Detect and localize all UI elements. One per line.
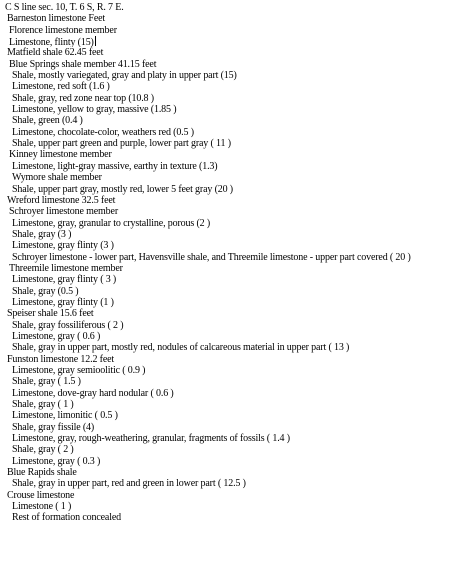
bed-line <box>5 252 457 263</box>
bed-line <box>5 93 457 104</box>
bed-line <box>5 365 457 376</box>
line-text: Florence limestone member <box>9 24 117 36</box>
line-text: Limestone, flinty (15) <box>9 37 94 48</box>
member-line <box>5 59 457 70</box>
bed-line <box>5 229 457 240</box>
line-text: Shale, gray, red zone near top (10.8 ) <box>12 92 154 104</box>
line-text: Shale, upper part gray, mostly red, lower 5 feet gray (20 ) <box>12 183 233 195</box>
section-heading: C S line sec. 10, T. 6 S, R. 7 E. <box>5 2 124 13</box>
line-text: Barneston limestone Feet <box>7 13 106 25</box>
line-text: Limestone, gray semioolitic ( 0.9 ) <box>12 365 146 376</box>
bed-line <box>5 331 457 342</box>
line-text: Shale, green (0.4 ) <box>12 115 83 127</box>
line-text: Schroyer limestone - lower part, Havensville shale, and Threemile limestone - upper part covered ( 20 ) <box>12 251 411 263</box>
bed-line <box>5 456 457 467</box>
line-text: Speiser shale 15.6 feet <box>7 308 94 320</box>
line-text: Blue Springs shale member 41.15 feet <box>9 58 157 70</box>
line-text: Shale, mostly variegated, gray and platy in upper part (15) <box>12 70 237 82</box>
bed-line <box>5 81 457 92</box>
member-line <box>5 36 457 47</box>
formation-line <box>5 490 457 501</box>
line-text: Limestone, yellow to gray, massive (1.85 ) <box>12 104 177 116</box>
bed-line <box>5 240 457 251</box>
bed-line <box>5 172 457 183</box>
line-text: Shale, gray (3 ) <box>12 228 72 240</box>
line-text: Limestone, red soft (1.6 ) <box>12 81 110 93</box>
line-text: Limestone, light-gray massive, earthy in texture (1.3) <box>12 160 218 172</box>
member-line <box>5 149 457 160</box>
formation-line <box>5 354 457 365</box>
line-text: Limestone ( 1 ) <box>12 501 72 513</box>
line-text: Shale, gray in upper part, red and green in lower part ( 12.5 ) <box>12 478 246 490</box>
line-text: Limestone, gray, granular to crystalline, porous (2 ) <box>12 217 211 229</box>
bed-line <box>5 478 457 489</box>
bed-line <box>5 320 457 331</box>
bed-line <box>5 115 457 126</box>
line-text: Shale, gray in upper part, mostly red, nodules of calcareous material in upper part ( 13 ) <box>12 342 350 354</box>
line-text: Shale, gray ( 2 ) <box>12 444 74 456</box>
line-text: Limestone, gray, rough-weathering, granular, fragments of fossils ( 1.4 ) <box>12 433 290 445</box>
bed-line <box>5 388 457 399</box>
stratigraphic-section-document <box>5 2 457 524</box>
line-text: Shale, gray ( 1.5 ) <box>12 376 81 388</box>
bed-line <box>5 444 457 455</box>
line-text: Crouse limestone <box>7 489 75 501</box>
formation-line <box>5 467 457 478</box>
bed-line <box>5 138 457 149</box>
line-text: Limestone, chocolate-color, weathers red (0.5 ) <box>12 126 194 138</box>
bed-line <box>5 433 457 444</box>
bed-line <box>5 297 457 308</box>
line-text: Shale, gray fissile (4) <box>12 421 95 433</box>
line-text: Limestone, dove-gray hard nodular ( 0.6 ) <box>12 387 174 399</box>
line-text: Limestone, gray ( 0.6 ) <box>12 330 101 342</box>
bed-line <box>5 399 457 410</box>
bed-line <box>5 274 457 285</box>
formation-line <box>5 308 457 319</box>
line-text: Threemile limestone member <box>9 262 123 274</box>
line-text: Limestone, gray flinty (3 ) <box>12 240 114 252</box>
member-line <box>5 25 457 36</box>
line-text: Blue Rapids shale <box>7 467 77 479</box>
bed-line <box>5 501 457 512</box>
bed-line <box>5 127 457 138</box>
line-text: Matfield shale 62.45 feet <box>7 47 104 59</box>
bed-line <box>5 286 457 297</box>
line-text: Shale, gray (0.5 ) <box>12 285 79 297</box>
line-text: Wreford limestone 32.5 feet <box>7 194 116 206</box>
line-text: Shale, upper part green and purple, lower part gray ( 11 ) <box>12 138 231 150</box>
member-line <box>5 263 457 274</box>
bed-line <box>5 342 457 353</box>
line-text: Limestone, gray flinty ( 3 ) <box>12 274 117 286</box>
text-cursor <box>95 36 96 46</box>
bed-line <box>5 218 457 229</box>
line-text: Limestone, gray ( 0.3 ) <box>12 455 101 467</box>
line-text: Shale, gray ( 1 ) <box>12 399 74 411</box>
bed-line <box>5 70 457 81</box>
line-text: Funston limestone 12.2 feet <box>7 353 115 365</box>
line-text: Wymore shale member <box>12 172 102 184</box>
bed-line <box>5 161 457 172</box>
formation-line <box>5 47 457 58</box>
bed-line <box>5 410 457 421</box>
line-text: Limestone, gray flinty (1 ) <box>12 296 114 308</box>
formation-line <box>5 195 457 206</box>
member-line <box>5 206 457 217</box>
line-text: Shale, gray fossiliferous ( 2 ) <box>12 319 124 331</box>
line-text: Rest of formation concealed <box>12 512 121 524</box>
formation-line <box>5 13 457 24</box>
bed-line <box>5 376 457 387</box>
line-text: Limestone, limonitic ( 0.5 ) <box>12 410 118 422</box>
bed-line <box>5 184 457 195</box>
section-lines <box>5 13 457 523</box>
bed-line <box>5 104 457 115</box>
line-text: Schroyer limestone member <box>9 206 118 218</box>
bed-line <box>5 512 457 523</box>
bed-line <box>5 422 457 433</box>
line-text: Kinney limestone member <box>9 149 112 161</box>
